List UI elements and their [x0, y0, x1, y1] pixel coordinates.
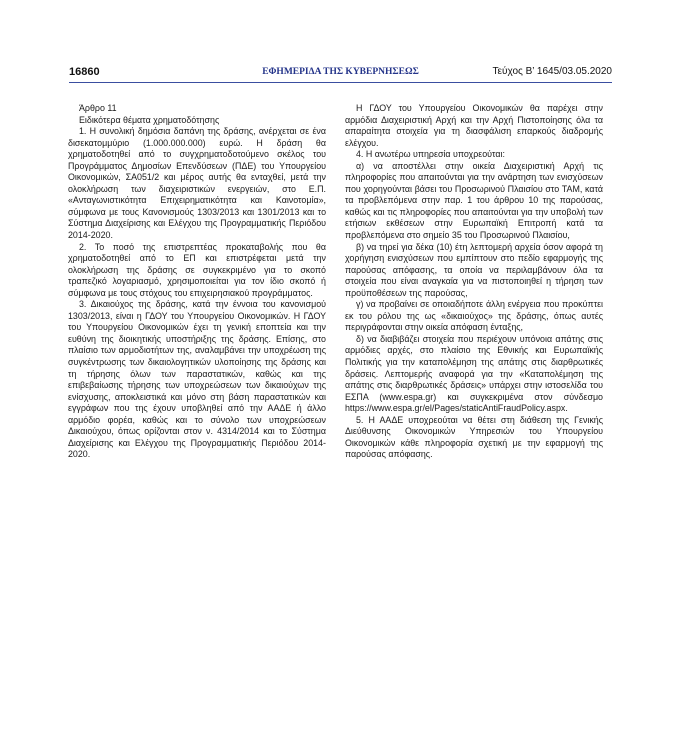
- paragraph: 4. Η ανωτέρω υπηρεσία υποχρεούται:: [356, 149, 505, 160]
- paragraph: α) να αποστέλλει στην οικεία Διαχειριστική Αρχή τις πληροφορίες που απαιτούνται για την ανάρτηση των ενισχύσεων που χορηγούνται βάσει του Προσωρινού Πλαισίου στο ΤΑΜ, κατά τα προβλεπόμενα στην παρ. 1 του άρθρου 10 της παρούσας, καθώς και τις πληροφορίες που απαιτούνται για την υποβολή των ετήσιων εκθέσεων στην Ευρωπαϊκή Επιτροπή κατά τα προβλεπόμενα στο σημείο 35 του Προσωρινού Πλαισίου,: [345, 160, 603, 241]
- paragraph: 1. Η συνολική δημόσια δαπάνη της δράσης, ανέρχεται σε ένα δισεκατομμύριο (1.000.000.000) ευρώ. Η δράση θα χρηματοδοτηθεί από το συγχρηματοδοτούμενο σκέλος του Προγράμματος Δημοσίων Επενδύσεων (ΠΔΕ) του Υπουργείου Οικονομικών, ΣΑ051/2 και μέρος αυτής θα ενταχθεί, μετά την ολοκλήρωση των διαχειριστικών ενεργειών, στο Ε.Π. «Ανταγωνιστικότητα Επιχειρηματικότητα και Καινοτομία», σύμφωνα με τους Κανονισμούς 1303/2013 και 1301/2013 και το Σύστημα Διαχείρισης και Ελέγχου της Προγραμματικής Περιόδου 2014-2020.: [68, 126, 326, 241]
- paragraph: β) να τηρεί για δέκα (10) έτη λεπτομερή αρχεία όσον αφορά τη χορήγηση ενισχύσεων που εμπίπτουν στο πεδίο εφαρμογής της παρούσας απόφασης, τα οποία να περιλαμβάνουν όλα τα στοιχεία που είναι αναγκαία για να πιστοποιηθεί η τήρηση των προϋποθέσεων της παρούσας,: [345, 241, 603, 298]
- paragraph: 2. Το ποσό της επιστρεπτέας προκαταβολής που θα χρηματοδοτηθεί από το ΕΠ και επιστρέφεται μετά την ολοκλήρωση της δράσης σε συγκεκριμένο για το σκοπό τραπεζικό λογαριασμό, χρησιμοποιείται για τον ίδιο σκοπό ή σύμφωνα με τους στόχους του επιχειρησιακού προγράμματος.: [68, 241, 326, 298]
- paragraph: 5. Η ΑΑΔΕ υποχρεούται να θέτει στη διάθεση της Γενικής Διεύθυνσης Οικονομικών Υπηρεσιών του Υπουργείου Οικονομικών κάθε πληροφορία σχετική με την εφαρμογή της παρούσας απόφασης.: [345, 414, 603, 460]
- paragraph: δ) να διαβιβάζει στοιχεία που περιέχουν υπόνοια απάτης στις αρμόδιες αρχές, στο πλαίσιο της Εθνικής και Ευρωπαϊκής Πολιτικής για την καταπολέμηση της απάτης στις διαρθρωτικές δράσεις. Λεπτομερής αναφορά για την «Καταπολέμηση της απάτης στις διαρθρωτικές δράσεις» υπάρχει στην ιστοσελίδα του ΕΣΠΑ (www.espa.gr) και συγκεκριμένα στον σύνδεσμο https://www.espa.gr/el/Pages/staticAntiFraudPolicy.aspx.: [345, 333, 603, 414]
- gazette-title: ΕΦΗΜΕΡΙΔΑ ΤΗΣ ΚΥΒΕΡΝΗΣΕΩΣ: [262, 67, 419, 77]
- paragraph: Η ΓΔΟΥ του Υπουργείου Οικονομικών θα παρέχει στην αρμόδια Διαχειριστική Αρχή και την Αρχή Πιστοποίησης όλα τα απαραίτητα στοιχεία για τη διασφάλιση επαρκούς διαδρομής ελέγχου.: [345, 103, 603, 148]
- left-column: [68, 103, 326, 461]
- paragraph: γ) να προβαίνει σε οποιαδήποτε άλλη ενέργεια που προκύπτει εκ του ρόλου της ως «δικαιούχος» της δράσης, όπως αυτές περιγράφονται στην οικεία απόφαση ένταξης,: [345, 299, 603, 333]
- issue-reference: Τεύχος Β’ 1645/03.05.2020: [492, 66, 612, 77]
- article-title: Άρθρο 11: [79, 103, 117, 113]
- page-header: [69, 64, 612, 83]
- article-subtitle: Ειδικότερα θέματα χρηματοδότησης: [79, 114, 220, 125]
- page-number: 16860: [69, 66, 100, 78]
- paragraph: 3. Δικαιούχος της δράσης, κατά την έννοια του κανονισμού 1303/2013, είναι η ΓΔΟΥ του Υπουργείου Οικονομικών. Η ΓΔΟΥ του Υπουργείου Οικονομικών έχει τη γενική εποπτεία και την ευθύνη της διοικητικής υποστήριξης της δράσης. Επίσης, στο πλαίσιο των αρμοδιοτήτων της, αναλαμβάνει την υποχρέωση της συγκέντρωσης των δικαιολογητικών υλοποίησης της δράσης και τη τήρησης όλων των παραστατικών, καθώς και της επιβεβαίωσης τήρησης των υποχρεώσεων των δικαιούχων της ενίσχυσης, αποκλειστικά και μόνο στη βάση παραστατικών και εγγράφων που της έχουν υποβληθεί από την ΑΑΔΕ ή άλλο αρμόδιο φορέα, καθώς και το σύνολο των υποχρεώσεων Δικαιούχου, όπως ορίζονται στον ν. 4314/2014 και το Σύστημα Διαχείρισης και Ελέγχου της Προγραμματικής Περιόδου 2014-2020.: [68, 299, 326, 460]
- right-column: [345, 103, 603, 461]
